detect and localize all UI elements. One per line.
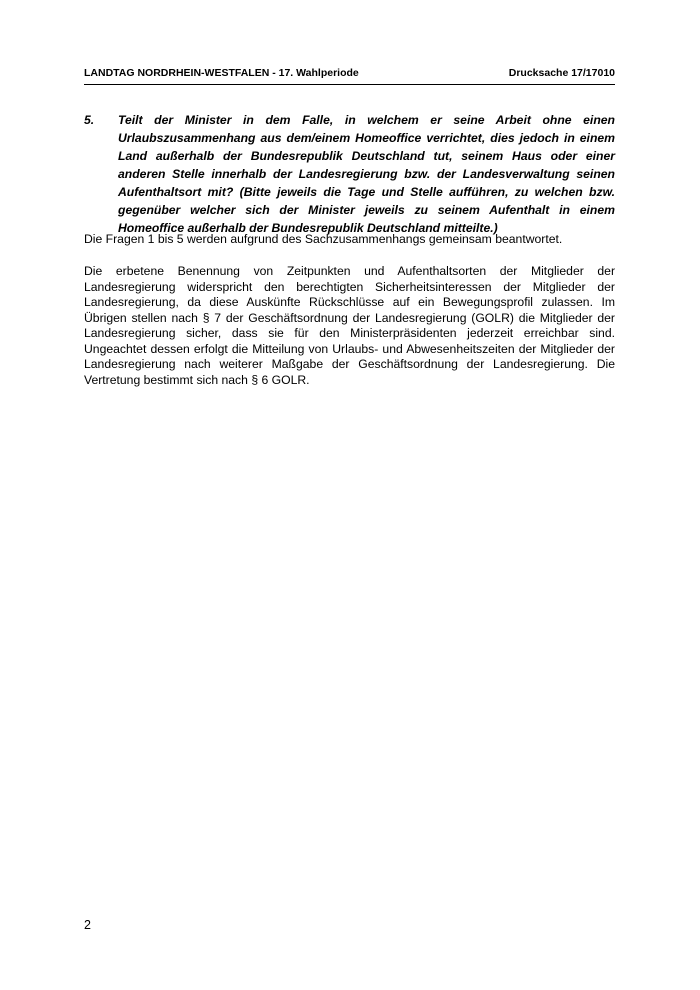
parliament-title: LANDTAG NORDRHEIN-WESTFALEN - 17. Wahlperiode: [84, 67, 359, 79]
question-number: 5.: [84, 113, 95, 127]
document-number: Drucksache 17/17010: [508, 67, 615, 79]
page-header: [84, 66, 615, 85]
question-block: [84, 111, 615, 237]
answer-intro: Die Fragen 1 bis 5 werden aufgrund des Sachzusammenhangs gemeinsam beantwortet.: [84, 232, 563, 246]
question-text: Teilt der Minister in dem Falle, in welchem er seine Arbeit ohne einen Urlaubszusammenhang aus dem/einem Homeoffice verrichtet, dies jedoch in einem Land außerhalb der Bundesrepublik Deutschland tut, seinem Haus oder einer anderen Stelle innerhalb der Landesregierung bzw. der Landesverwaltung seinen Aufenthaltsort mit? (Bitte jeweils die Tage und Stelle aufführen, zu welchen bzw. gegenüber welcher sich der Minister jeweils zu seinem Aufenthalt in einem Homeoffice außerhalb der Bundesrepublik Deutschland mitteilte.): [118, 113, 615, 235]
answer-body: Die erbetene Benennung von Zeitpunkten und Aufenthaltsorten der Mitglieder der Landesregierung widerspricht den berechtigten Sicherheitsinteressen der Mitglieder der Landesregierung, da diese Auskünfte Rückschlüsse auf ein Bewegungsprofil zulassen. Im Übrigen stellen nach § 7 der Geschäftsordnung der Landesregierung (GOLR) die Mitglieder der Landesregierung sicher, dass sie für den Ministerpräsidenten jederzeit erreichbar sind. Ungeachtet dessen erfolgt die Mitteilung von Urlaubs- und Abwesenheitszeiten der Mitglieder der Landesregierung nach weiterer Maßgabe der Geschäftsordnung der Landesregierung. Die Vertretung bestimmt sich nach § 6 GOLR.: [84, 264, 615, 387]
page-number: 2: [84, 918, 91, 932]
